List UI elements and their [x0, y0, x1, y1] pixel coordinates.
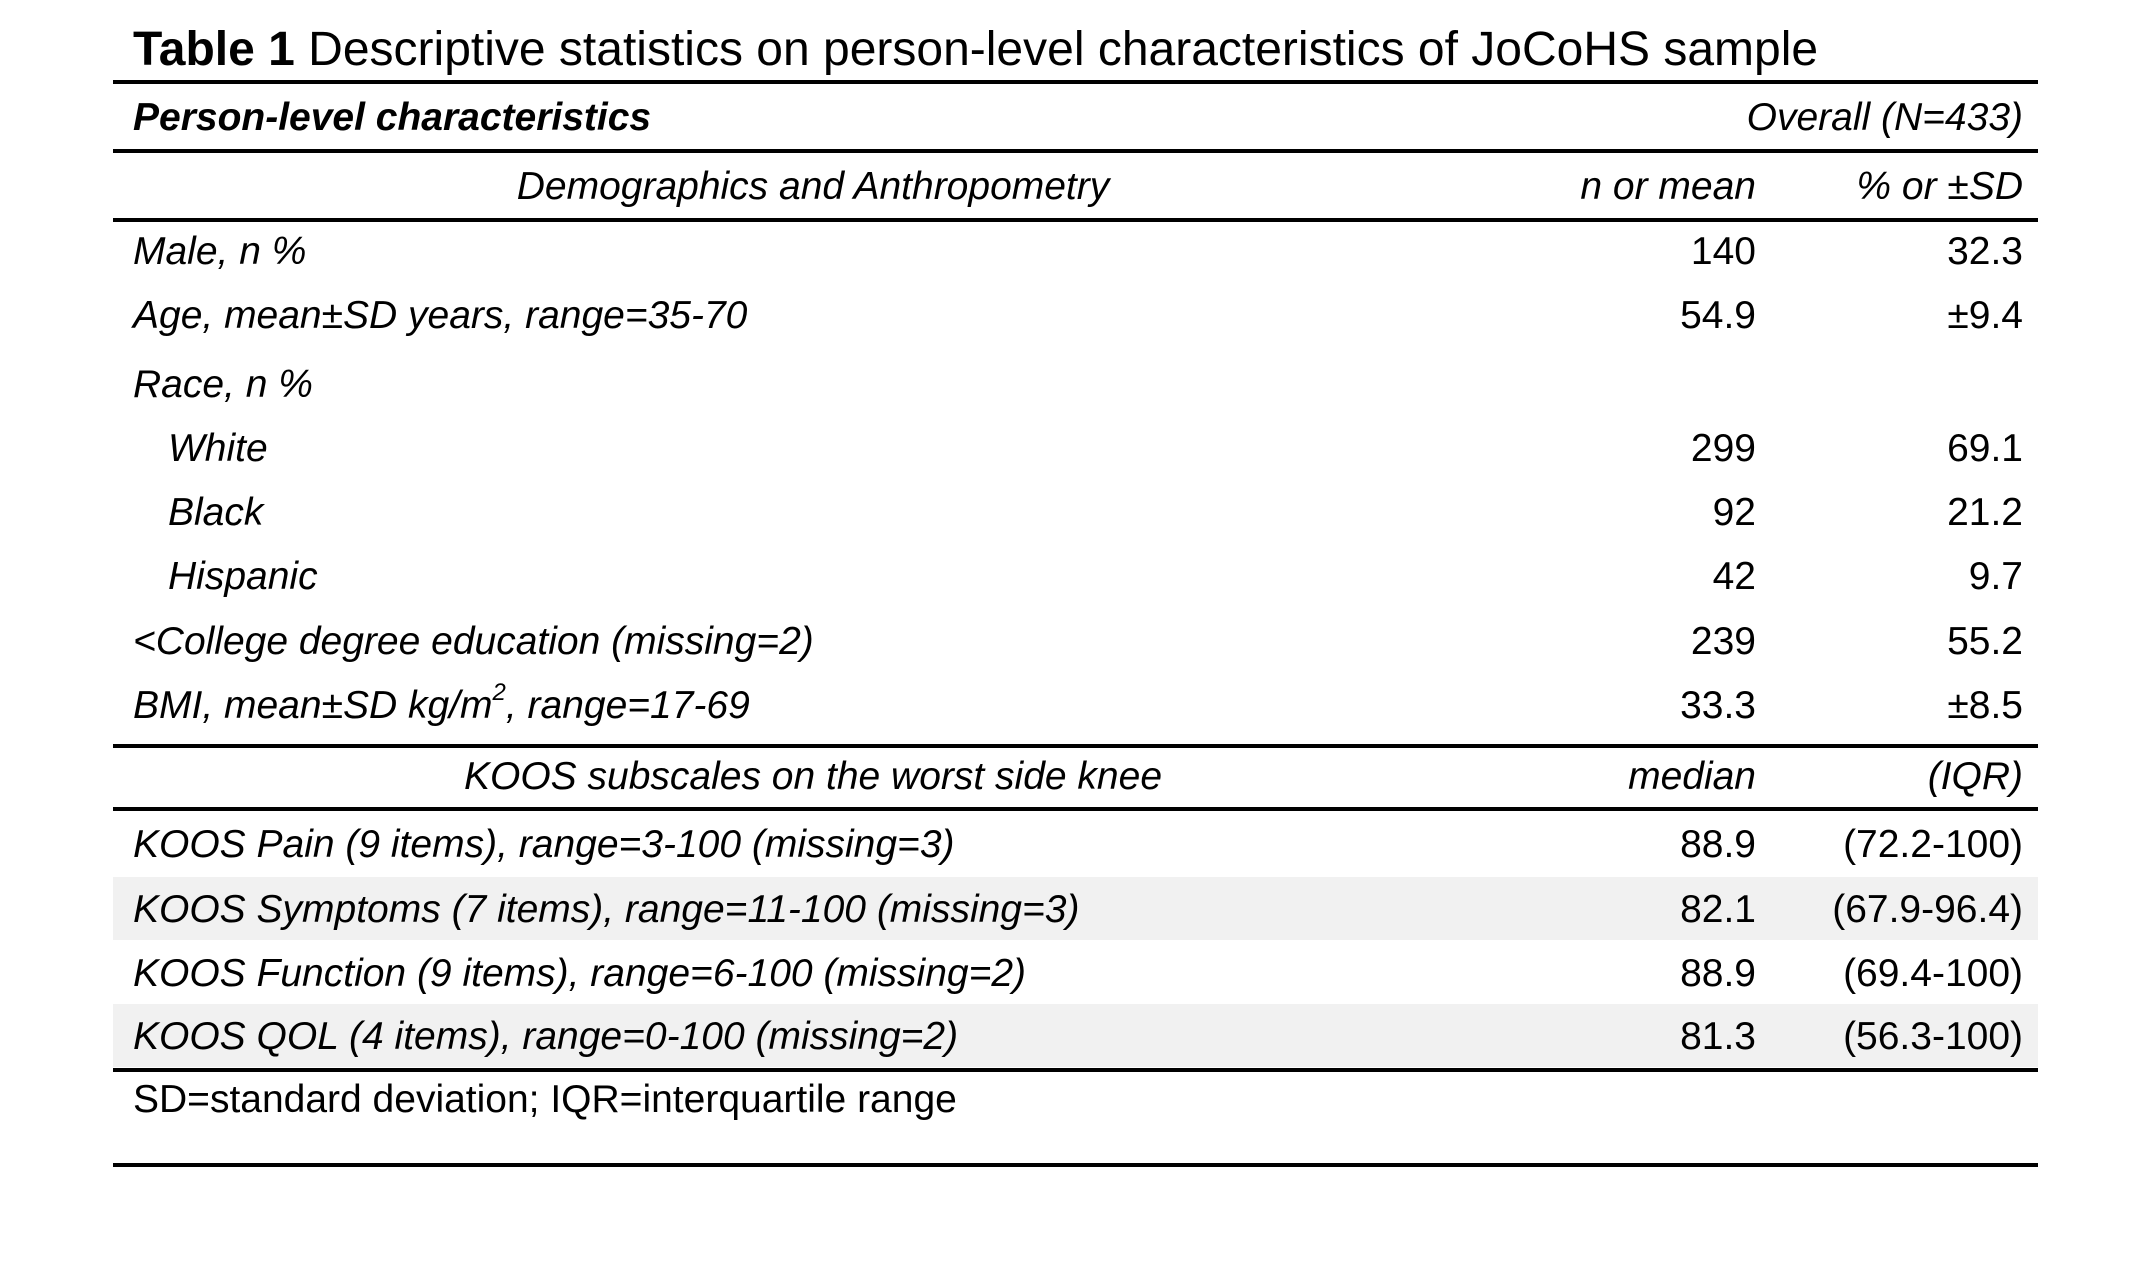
table-footnote: SD=standard deviation; IQR=interquartile range	[133, 1078, 957, 1121]
row-hispanic-label: Hispanic	[168, 555, 318, 598]
row-koos-pain-label: KOOS Pain (9 items), range=3-100 (missing=3)	[133, 823, 955, 866]
row-black-pct: 21.2	[1947, 491, 2023, 534]
rule-top	[113, 80, 2038, 84]
rule-header	[113, 149, 2038, 153]
row-hispanic-n: 42	[1712, 555, 1756, 598]
row-white-label: White	[168, 427, 268, 470]
rule-bottom-page	[113, 1163, 2038, 1167]
section1-col-pct: % or ±SD	[1856, 165, 2023, 208]
rule-section2-top	[113, 744, 2038, 748]
row-black-label: Black	[168, 491, 264, 534]
row-education-pct: 55.2	[1947, 620, 2023, 663]
row-education-n: 239	[1690, 620, 1756, 663]
row-white-pct: 69.1	[1947, 427, 2023, 470]
row-white-n: 299	[1690, 427, 1756, 470]
rule-bottom-table	[113, 1068, 2038, 1072]
section1-label: Demographics and Anthropometry	[516, 165, 1110, 208]
row-bmi-n: 33.3	[1680, 684, 1756, 727]
row-black-n: 92	[1712, 491, 1756, 534]
row-age-n: 54.9	[1680, 294, 1756, 337]
row-koos-function-label: KOOS Function (9 items), range=6-100 (missing=2)	[133, 952, 1027, 995]
row-bmi-pct: ±8.5	[1947, 684, 2023, 727]
row-race-label: Race, n %	[133, 363, 313, 406]
row-male-pct: 32.3	[1947, 230, 2023, 273]
row-age-label: Age, mean±SD years, range=35-70	[133, 294, 748, 337]
row-bmi-label	[133, 679, 750, 727]
row-koos-function-median: 88.9	[1680, 952, 1756, 995]
row-bmi-label-post: , range=17-69	[505, 684, 750, 727]
section2-col-n: median	[1628, 755, 1756, 798]
row-education-label: <College degree education (missing=2)	[133, 620, 814, 663]
table-title	[133, 23, 1819, 76]
row-koos-function-iqr: (69.4-100)	[1843, 952, 2023, 995]
section1-col-n: n or mean	[1580, 165, 1756, 208]
table-title-text: Descriptive statistics on person-level characteristics of JoCoHS sample	[294, 23, 1819, 76]
row-koos-pain-iqr: (72.2-100)	[1843, 823, 2023, 866]
header-overall: Overall (N=433)	[1746, 96, 2023, 139]
rule-section2-header	[113, 807, 2038, 811]
rule-section1-header	[113, 218, 2038, 222]
row-age-pct: ±9.4	[1947, 294, 2023, 337]
row-koos-pain-median: 88.9	[1680, 823, 1756, 866]
section2-col-pct: (IQR)	[1927, 755, 2023, 798]
row-koos-symptoms-iqr: (67.9-96.4)	[1832, 888, 2023, 931]
row-bmi-label-pre: BMI, mean±SD kg/m	[133, 684, 493, 727]
table-title-label: Table 1	[133, 23, 295, 76]
row-koos-symptoms-median: 82.1	[1680, 888, 1756, 931]
row-koos-qol-iqr: (56.3-100)	[1843, 1015, 2023, 1058]
section2-label: KOOS subscales on the worst side knee	[463, 755, 1163, 798]
row-male-n: 140	[1690, 230, 1756, 273]
row-male-label: Male, n %	[133, 230, 307, 273]
row-koos-qol-label: KOOS QOL (4 items), range=0-100 (missing=2)	[133, 1015, 959, 1058]
row-hispanic-pct: 9.7	[1968, 555, 2023, 598]
row-bmi-label-sup: 2	[492, 679, 506, 706]
row-koos-symptoms-label: KOOS Symptoms (7 items), range=11-100 (missing=3)	[133, 888, 1080, 931]
header-person-level: Person-level characteristics	[133, 96, 652, 139]
row-koos-qol-median: 81.3	[1680, 1015, 1756, 1058]
